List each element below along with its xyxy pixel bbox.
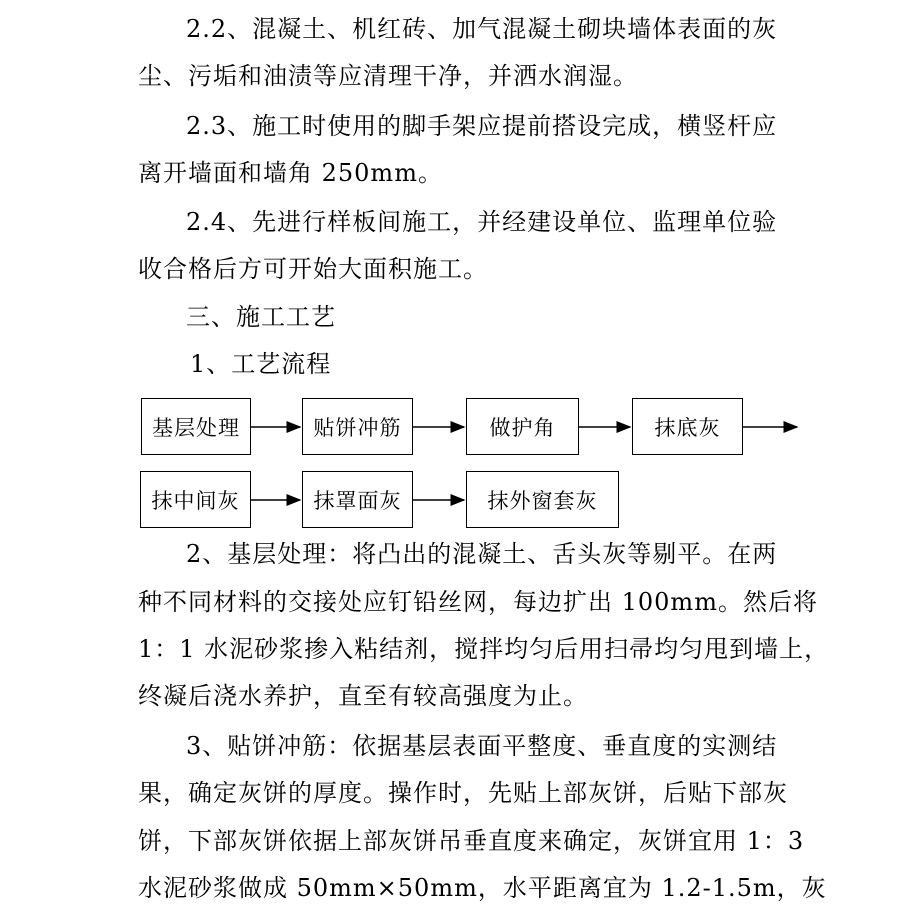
paragraph-2-4-line-2: 收合格后方可开始大面积施工。 (138, 255, 488, 283)
paragraph-2-2-line-2: 尘、污垢和油渍等应清理干净，并洒水润湿。 (138, 62, 638, 90)
subsection-heading-process-flow: 1、工艺流程 (190, 350, 332, 378)
flow-box-middle-coat: 抹中间灰 (140, 471, 251, 528)
paragraph-3-line-4: 水泥砂浆做成 50mm×50mm，水平距离宜为 1.2-1.5m，灰 (138, 874, 827, 902)
paragraph-2-3-line-2: 离开墙面和墙角 250mm。 (138, 159, 443, 187)
flow-box-corner-protection: 做护角 (466, 398, 579, 455)
paragraph-2-line-2: 种不同材料的交接处应钉铅丝网，每边扩出 100mm。然后将 (138, 588, 818, 616)
flow-box-cake-rib: 贴饼冲筋 (302, 398, 413, 455)
paragraph-3-line-2: 果，确定灰饼的厚度。操作时，先贴上部灰饼，后贴下部灰 (138, 779, 788, 807)
paragraph-3-line-1: 3、贴饼冲筋：依据基层表面平整度、垂直度的实测结 (186, 732, 778, 760)
flow-box-base-coat: 抹底灰 (632, 398, 743, 455)
flow-box-finish-coat: 抹罩面灰 (302, 471, 413, 528)
paragraph-2-2-line-1: 2.2、混凝土、机红砖、加气混凝土砌块墙体表面的灰 (186, 15, 778, 43)
flow-box-window-coat: 抹外窗套灰 (466, 471, 619, 528)
section-heading-3: 三、施工工艺 (186, 303, 336, 331)
paragraph-2-line-4: 终凝后浇水养护，直至有较高强度为止。 (138, 682, 588, 710)
flow-box-base-treatment: 基层处理 (141, 398, 251, 455)
paragraph-2-3-line-1: 2.3、施工时使用的脚手架应提前搭设完成，横竖杆应 (186, 112, 778, 140)
paragraph-2-line-1: 2、基层处理：将凸出的混凝土、舌头灰等剔平。在两 (186, 540, 778, 568)
paragraph-2-line-3: 1：1 水泥砂浆掺入粘结剂，搅拌均匀后用扫帚均匀甩到墙上， (138, 635, 830, 663)
paragraph-3-line-3: 饼，下部灰饼依据上部灰饼吊垂直度来确定，灰饼宜用 1：3 (138, 827, 805, 855)
paragraph-2-4-line-1: 2.4、先进行样板间施工，并经建设单位、监理单位验 (186, 208, 778, 236)
